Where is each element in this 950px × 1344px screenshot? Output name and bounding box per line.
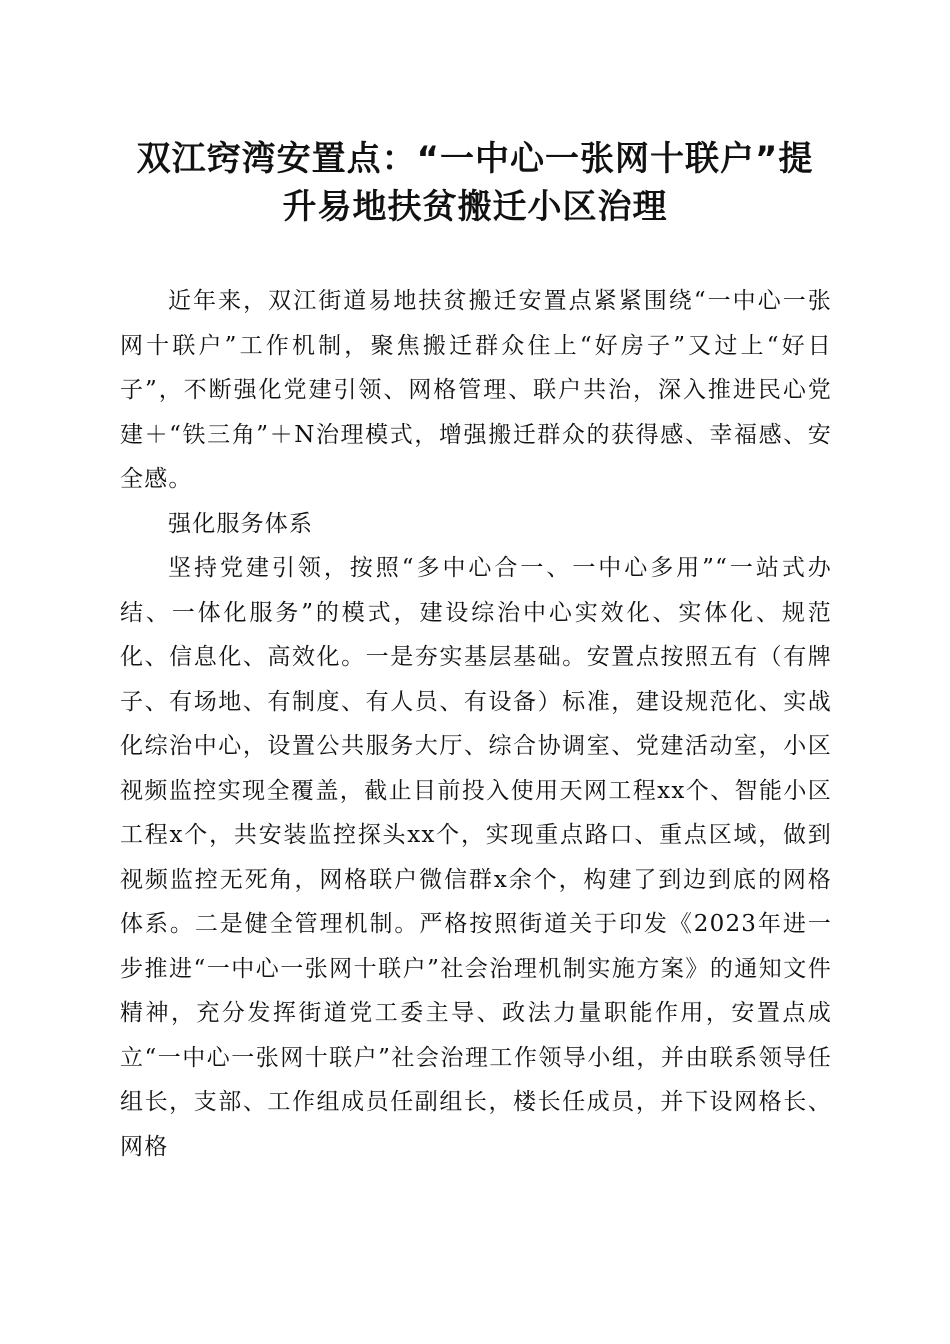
title-line-1: 双江窍湾安置点：“一中心一张网十联户”提	[136, 139, 814, 179]
body-paragraph: 坚持党建引领，按照“多中心合一、一中心多用”“一站式办结、一体化服务”的模式，建设综治中心实效化、实体化、规范化、信息化、高效化。一是夯实基层基础。安置点按照五有（有牌子、有场地、有制度、有人员、有设备）标准，建设规范化、实战化综治中心，设置公共服务大厅、综合协调室、党建活动室，小区视频监控实现全覆盖，截止目前投入使用天网工程xx个、智能小区工程x个，共安装监控探头xx个，实现重点路口、重点区域，做到视频监控无死角，网格联户微信群x余个，构建了到边到底的网格体系。二是健全管理机制。严格按照街道关于印发《2023年进一步推进“一中心一张网十联户”社会治理机制实施方案》的通知文件精神，充分发挥街道党工委主导、政法力量职能作用，安置点成立“一中心一张网十联户”社会治理工作领导小组，并由联系领导任组长，支部、工作组成员任副组长，楼长任成员，并下设网格长、网格	[120, 555, 832, 1160]
document-title	[100, 135, 850, 231]
intro-paragraph: 近年来，双江街道易地扶贫搬迁安置点紧紧围绕“一中心一张网十联户”工作机制，聚焦搬迁群众住上“好房子”又过上“好日子”，不断强化党建引领、网格管理、联户共治，深入推进民心党建＋“铁三角”＋N治理模式，增强搬迁群众的获得感、幸福感、安全感。	[120, 288, 832, 492]
title-line-2: 升易地扶贫搬迁小区治理	[282, 187, 668, 227]
section-heading: 强化服务体系	[168, 510, 314, 537]
document-body	[120, 279, 832, 1169]
